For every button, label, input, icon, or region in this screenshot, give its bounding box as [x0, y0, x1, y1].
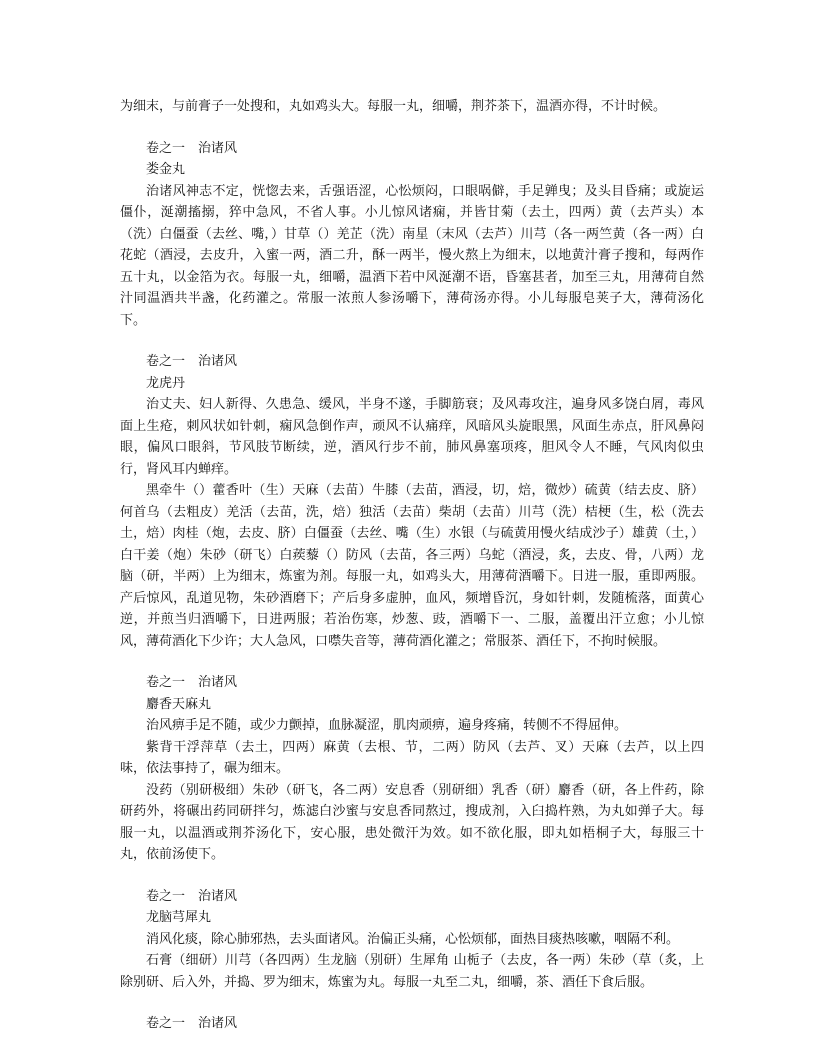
recipe-paragraph: 黑牵牛（）藿香叶（生）天麻（去苗）牛膝（去苗，酒浸，切，焙，微炒）硫黄（结去皮、脐）何首乌（去粗皮）羌活（去苗，洗，焙）独活（去苗）柴胡（去苗）川芎（洗）桔梗（生，松（洗去土，焙）肉桂（炮，去皮、脐）白僵蚕（去丝、嘴（生）水银（与硫黄用慢火结成沙子）雄黄（土，）白干姜（炮）朱砂（研飞）白蒺藜（）防风（去苗，各三两）乌蛇（酒浸，炙，去皮、骨，八两）龙脑（研，半两）上为细末，炼蜜为剂。每服一丸，如鸡头大，用薄荷酒嚼下。日进一服，重即两服。产后惊风，乱道见物，朱砂酒磨下；产后身多虚肿，血风，频增昏沉，身如针刺，发随梳落，面黄心逆，并煎当归酒嚼下，日进两服；若治伤寒，炒葱、豉，酒嚼下一、二服，盖覆出汗立愈；小儿惊风，薄荷酒化下少许；大人急风，口噤失音等，薄荷酒化灌之；常服茶、酒任下，不拘时候服。	[120, 483, 704, 649]
recipe-paragraph: 治丈夫、妇人新得、久患急、缓风，半身不遂，手脚筋衰；及风毒攻注，遍身风多饶白屑，毒风面上生疮，刺风状如针刺，痫风急倒作声，顽风不认痛痒，风暗风头旋眼黑，风面生赤点，肝风鼻闷眼，偏风口眼斜，节风肢节断续，逆，酒风行步不前，肺风鼻塞项疼，胆风令人不睡，气风肉似虫行，肾风耳内蝉痒。	[120, 397, 704, 477]
volume-heading: 卷之一 治诸风	[146, 1016, 238, 1031]
section-loujin	[120, 138, 704, 332]
section-longhu	[120, 351, 704, 652]
recipe-title: 麝香天麻丸	[146, 696, 212, 712]
volume-heading: 卷之一 治诸风	[146, 675, 238, 690]
recipe-paragraph: 治诸风神志不定，恍惚去来，舌强语涩，心忪烦闷，口眼㖞僻，手足亸曳；及头目昏痛；或旋运僵仆，涎潮搐搦，猝中急风，不省人事。小儿惊风诸痫，并皆甘菊（去土，四两）黄（去芦头）本（洗）白僵蚕（去丝、嘴，）甘草（）羌芷（洗）南星（末风（去芦）川芎（各一两竺黄（各一两）白花蛇（酒浸，去皮升，入蜜一两，酒二升，酥一两半，慢火熬上为细末，以地黄汁膏子搜和，每两作五十丸，以金箔为衣。每服一丸，细嚼，温酒下若中风涎潮不语，昏塞甚者，加至三丸，用薄荷自然汁同温酒共半盏，化药灌之。常服一浓煎人参汤嚼下，薄荷汤亦得。小儿每服皂荚子大，薄荷汤化下。	[120, 183, 704, 328]
recipe-paragraph: 没药（别研极细）朱砂（研飞，各二两）安息香（别研细）乳香（研）麝香（研，各上件药，除研药外，将碾出药同研拌匀，炼滤白沙蜜与安息香同熬过，搜成剂，入臼捣杵熟，为丸如弹子大。每服一丸，以温酒或荆芥汤化下，安心服，患处微汗为效。如不欲化服，即丸如梧桐子大，每服三十丸，依前汤使下。	[120, 782, 704, 862]
opening-paragraph: 为细末，与前膏子一处搜和，丸如鸡头大。每服一丸，细嚼，荆芥茶下，温酒亦得，不计时候。	[120, 99, 667, 114]
section-shexiang	[120, 672, 704, 866]
recipe-title: 龙脑芎犀丸	[146, 910, 212, 925]
section-final	[120, 1013, 704, 1035]
section-longnao	[120, 886, 704, 994]
recipe-title: 娄金丸	[146, 162, 186, 177]
recipe-title: 龙虎丹	[146, 375, 186, 391]
volume-heading: 卷之一 治诸风	[146, 354, 238, 369]
volume-heading: 卷之一 治诸风	[146, 888, 238, 904]
recipe-paragraph: 治风痹手足不随，或少力颤掉，血脉凝涩，肌肉顽痹，遍身疼痛，转侧不不得屈伸。	[146, 718, 628, 733]
recipe-paragraph: 石膏（细研）川芎（各四两）生龙脑（别研）生犀角 山栀子（去皮，各一两）朱砂（草（炙，上除别研、后入外，并捣、罗为细末，炼蜜为丸。每服一丸至二丸，细嚼，茶、酒任下食后服。	[120, 953, 704, 990]
recipe-paragraph: 紫背干浮萍草（去土，四两）麻黄（去根、节，二两）防风（去芦、叉）天麻（去芦，以上四味，依法事持了，碾为细末。	[120, 739, 704, 776]
document-page	[120, 96, 704, 1035]
volume-heading: 卷之一 治诸风	[146, 140, 238, 156]
recipe-paragraph: 消风化痰，除心肺邪热，去头面诸风。治偏正头痛，心忪烦郁，面热目痰热咳嗽，咽隔不利。	[146, 931, 680, 947]
